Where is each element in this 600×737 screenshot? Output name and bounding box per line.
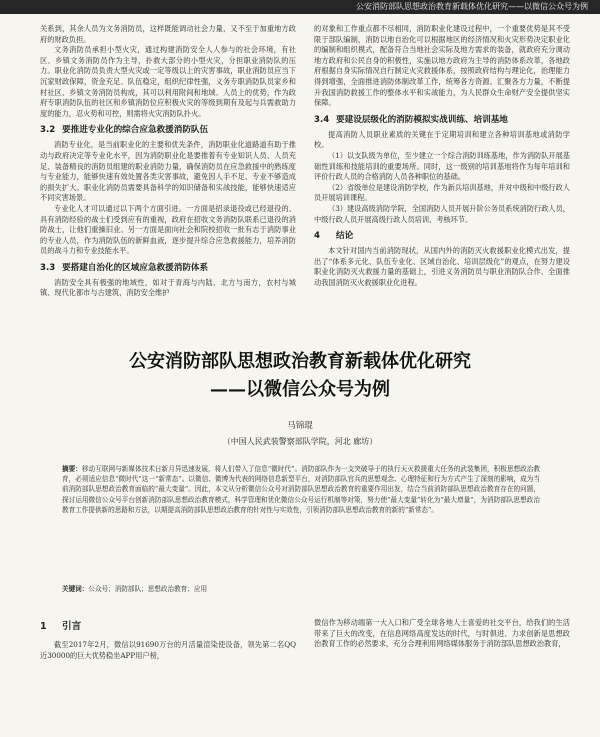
paragraph: 截至2017年2月，微信以91690万台的月活量渲染使设备，领先第二名QQ近30000的巨大优势稳坐APP用户榜， [40,640,296,660]
abstract-text: 移动互联网与新媒体技术日新月异迅速发展，将人们带入了信息“微时代”。消防部队作为一支突破导于的执行天灭救援重大任务的武装集团，积极思想政治教育，必须适应信息“微时代”这一“新常态”。以微信、微博为代表的网络信息新型平台，对消防部队官兵的思想观念、心理特征和行为方式产生了深刻的影响，成为当前消防部队思想政治教育面临的“最大变量”。因此，本文从分析微信公众号对消防部队思想政治教育的重要作用出发，结合当前消防部队思想政治教育存在的问题，探讨运用微信公众号平台创新消防部队思想政治教育模式，科学管理和优化微信公众号运行机制等对策，努力使“最大变量”转化为“最大增量”，为消防部队思想政治教育工作提供新的思路和方法，以期提高消防部队思想政治教育的针对性与实效性，引领消防部队思想政治教育的新的“新常态”。 [62,465,540,514]
paragraph: （3）建设高级消防学院，全国消防人员开展升阶公务员系统消防行政人员，中级行政人员开展高级行政人员培训、考核环节。 [314,203,570,224]
section-number: 3.2 [40,125,56,136]
keywords-text: 公众号；消防部队；思想政治教育；应用 [88,585,208,593]
article-subtitle: ——以微信公众号为例 [210,379,390,400]
paragraph: 的对象和工作重点都不尽相同，消防职业化建设过程中，一个重要优势是其不受限于部队编制，消防以地自治化可以根据地区的经济情况和火灾形势决定职业化的编制和组织模式，配备符合当地社会实际及地方需求的装备，就政府充分调动地方政府和公民自身的积极性，实施以地方政府为主导的消防体系改革，各地政府根据自身实际情况自行制定火灾救援体系，按照政府结构与理论化，治理能力得到增强，全面推进消防体制改革工作，统筹各方资源、汇聚各方力量，不断提升我国消防救援工作的整体水平和实战能力，为人民群众生命财产安全提供坚实保障。 [314,24,570,108]
paragraph: 本文针对国内当前消防现状，从国内外的消防灭火救援职业化模式出发，提出了“体系多元化、队伍专业化、区域自治化、培训层级化”的观点，在努力建设职业化消防灭火救援力量的基础上，引进义务消防员与职业消防队合作、全面推动我国消防灭火救援职业化进程。 [314,246,570,287]
paragraph: 文务消防员承担小型火灾，通过构建消防安全人人参与的社会环境，有社区、乡镇文务消防员作为主导，扑救大部分的小型火灾，分担职业消防队的压力。职业化消防员负责大型火灾或一定等级以上的灾害事故，职业消防员应当下沉家财政保障，资金充足、队伍稳定，组织纪律性强，义务专职消防队员家乡和村社区、乡镇文务消防员构成，其可以利用附间和地域、人员上的优势，作为政府专职消防队伍的社区和乡镇消防位应积极火灾的等级到期有及起与兵需救助力度的能力，忍火势和可控，则需将火灾消防队扑火。 [40,45,296,118]
section-number: 4 [314,231,320,242]
paragraph: 提高消防人员职业素质的关键在于定期培训和建立各种培训基地或消防学校。 [314,129,570,150]
section-title: 要建设层级化的消防模拟实战训练、培训基地 [336,114,508,125]
paragraph: 专业化人才可以通过以下两个方面引进。一方面是招录退役或已经退役的、具有消防经验的战士们受到应有的重视，政府在招收文务消防队联系已退役的消防战士，让他们重操旧业。另一方面是面向社会和院校招收一批有志于消防事业的专业人员，作为消防队伍的新鲜血液，逐步提升综合应急救援能力，培养消防员的战斗力和专业技能水平。 [40,203,296,256]
section-title: 引言 [62,621,82,632]
section-number: 1 [40,621,47,632]
lower-right-column [314,618,570,737]
article-title: 公安消防部队思想政治教育新载体优化研究 [129,351,471,372]
paragraph: 微信作为移动端第一大入口和广受全球各地人士喜爱的社交平台，给我们的生活带来了巨大的改变，在信息网络高度发达的时代，与时俱进、力求创新是思想政治教育工作的必然要求，充分合理利用网络媒体服务于消防部队思想政治教育， [314,618,570,649]
paragraph: 消防专业化，是当前职业化的主要和优先条件，消防职业化道路道有助于推动与政府决定等专业化水平，因为消防职业化是要推着有专业知识人员、人员充足、装备精良的消防员组建的职业消防力量，确保消防员在应急救援中的熟练度与专业能力，能够快速有效处置各类灾害事故，避免因人手不足、专业不够造成的损失扩大。职业化消防员需要具备科学的知识储备和实战技能，能够快速适应不同灾害场景。 [40,140,296,203]
lower-left-column [40,618,296,737]
affiliation: （中国人民武装警察部队学院，河北 廊坊） [222,437,378,446]
section-number: 3.3 [40,262,56,273]
section-heading-3-2 [40,124,296,136]
upper-left-column [40,24,296,324]
paragraph: （2）省级单位是建设消防学校，作为新兵培训基地，并对中级和中级行政人员开展培训课程。 [314,182,570,203]
abstract [62,464,540,582]
abstract-label: 摘要： [62,465,82,473]
section-title: 结论 [336,231,354,242]
section-heading-3-4 [314,114,570,126]
lower-columns [40,618,570,737]
paragraph: 关系到，其余人员为文务消防员，这样既能调动社会力量，又不至于加重地方政府的财政负担。 [40,24,296,44]
section-title: 要搭建自治化的区域应急救援消防体系 [62,262,209,273]
running-header: 公安消防部队思想政治教育新载体优化研究——以微信公众号为例 [0,0,600,14]
section-title: 要推进专业化的综合应急救援消防队伍 [62,125,209,136]
author: 马锦琨 [287,421,313,431]
section-heading-3-3 [40,262,296,274]
paragraph: （1）以支队级为单位，至少建立一个综合消防训练基地，作为消防队开展基础性训练和技能培训的重要场所。同时，这一级别的培训基地将作为每年培训和评价行政人员的合格消防人员各种职位的基础。 [314,150,570,182]
upper-columns [40,24,570,324]
paragraph: 消防安全具有极强的地域性，如对于青海与内陆、北方与南方，农村与城镇、现代化都市与古建筑，消防安全维护 [40,277,296,298]
section-heading-1 [40,620,296,634]
upper-right-column [314,24,570,324]
keywords [62,584,540,594]
section-heading-4 [314,230,570,242]
keywords-label: 关键词： [62,585,89,593]
section-number: 3.4 [314,114,330,125]
